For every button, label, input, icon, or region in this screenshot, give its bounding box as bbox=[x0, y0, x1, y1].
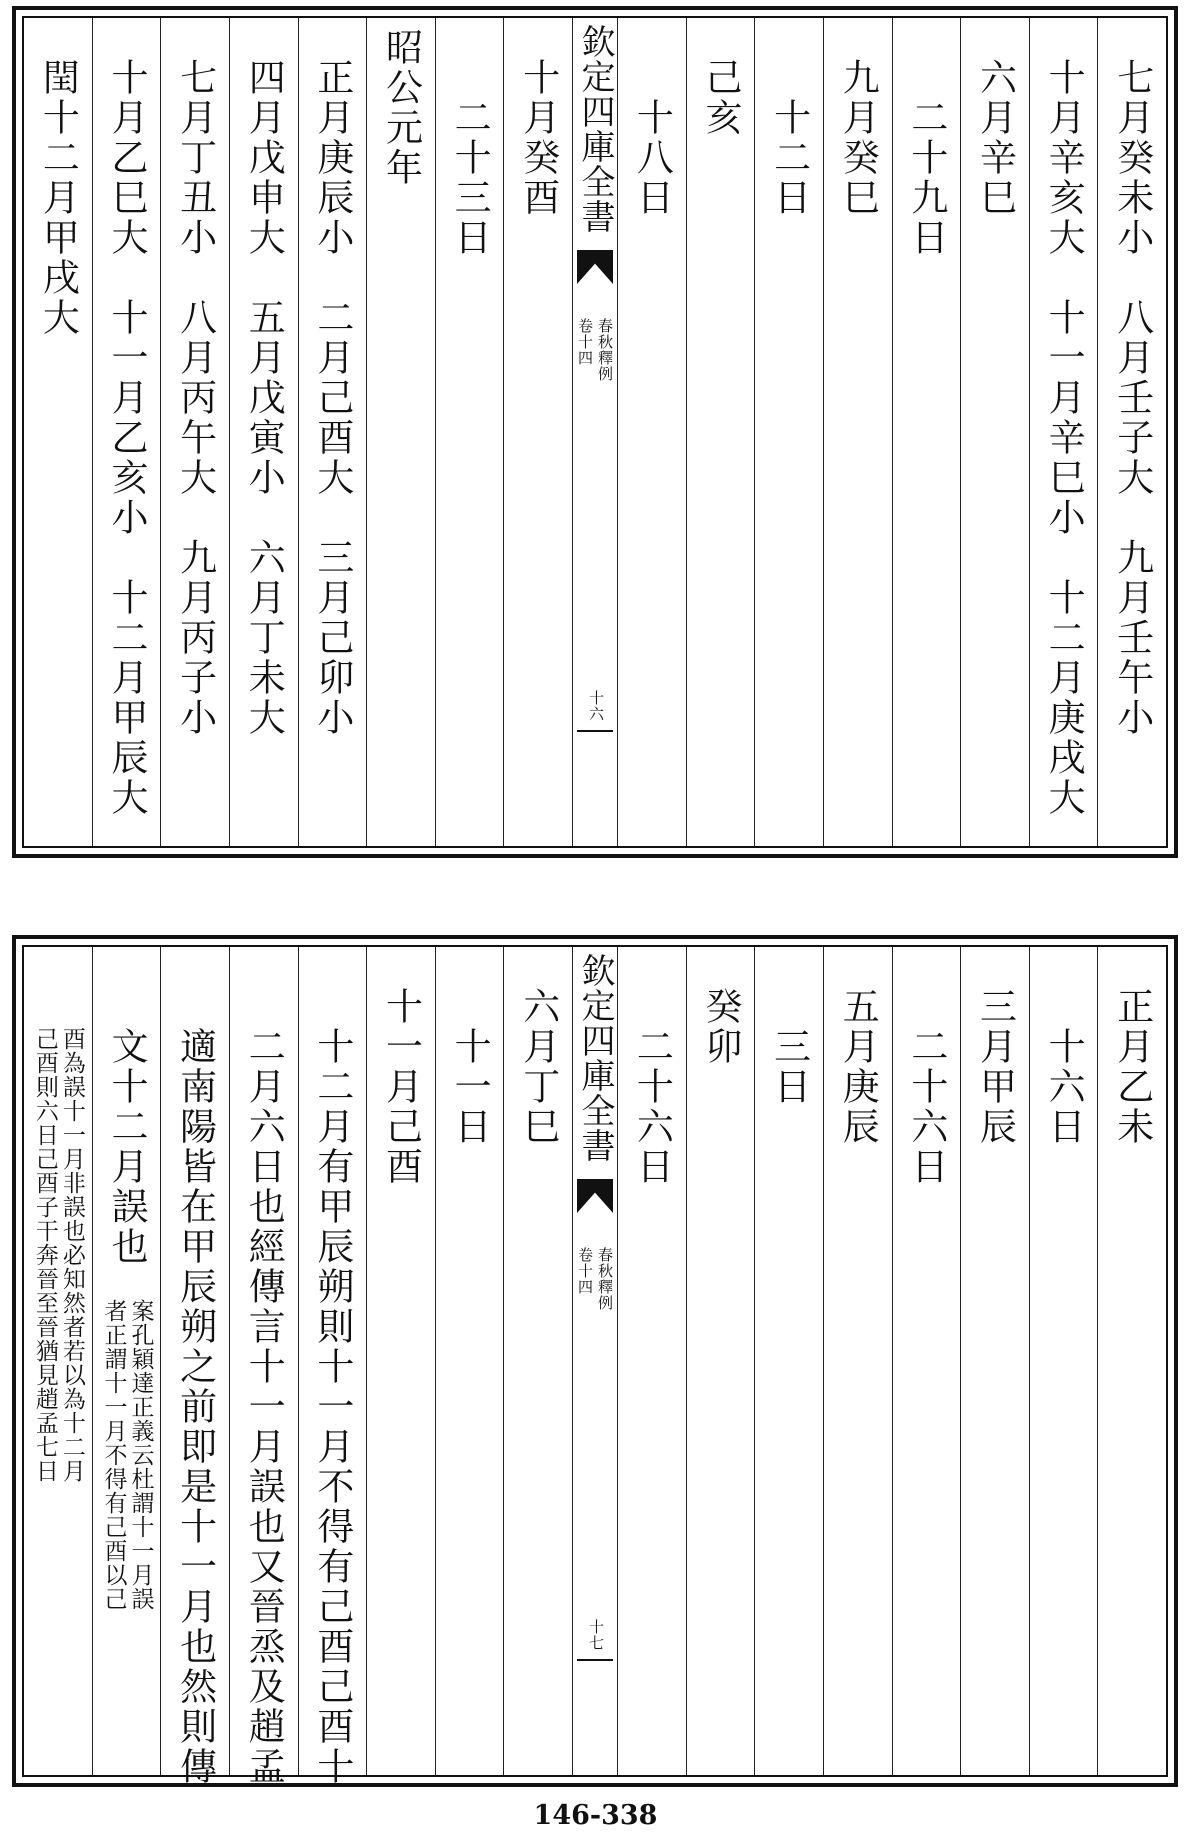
text-column bbox=[298, 947, 367, 1787]
commentary-note bbox=[93, 1299, 161, 1611]
text-column bbox=[435, 947, 504, 1775]
column-text: 五月庚辰 bbox=[836, 987, 880, 1147]
column-text: 二十六日 bbox=[904, 1027, 948, 1187]
column-text: 昭公元年 bbox=[379, 28, 423, 188]
text-column bbox=[823, 18, 892, 846]
volume-label: 卷十四 bbox=[576, 1247, 594, 1295]
column-text: 六月辛巳 bbox=[973, 58, 1017, 218]
text-column bbox=[960, 947, 1029, 1775]
volume-label: 卷十四 bbox=[576, 318, 594, 366]
column-text: 六月丁巳 bbox=[516, 987, 560, 1147]
column-text: 十八日 bbox=[630, 98, 674, 218]
text-column bbox=[160, 18, 229, 846]
column-text: 十六日 bbox=[1042, 1027, 1086, 1147]
column-text: 十月乙巳大 十一月乙亥小 十二月甲辰大 bbox=[104, 58, 148, 818]
column-text: 十一日 bbox=[448, 1027, 492, 1147]
text-column bbox=[160, 947, 229, 1787]
column-text: 九月癸巳 bbox=[836, 58, 880, 218]
text-column bbox=[754, 18, 823, 846]
note-line: 酉為誤十一月非誤也必知然者若以為十二月 bbox=[58, 1027, 85, 1483]
text-column bbox=[366, 18, 435, 846]
center-column bbox=[572, 947, 617, 1775]
text-column bbox=[435, 18, 504, 846]
column-text: 正月庚辰小 二月己酉大 三月己卯小 bbox=[310, 58, 354, 738]
column-text: 閏十二月甲戌大 bbox=[36, 58, 80, 338]
column-text: 十二日 bbox=[767, 98, 811, 218]
top-page-frame bbox=[22, 16, 1168, 848]
text-column bbox=[92, 18, 161, 846]
text-column bbox=[298, 18, 367, 846]
leaf-number: 十六 bbox=[587, 690, 605, 722]
top-page bbox=[12, 6, 1178, 858]
column-text: 四月戊申大 五月戊寅小 六月丁未大 bbox=[242, 58, 286, 738]
text-column bbox=[366, 947, 435, 1775]
text-column bbox=[229, 947, 298, 1787]
center-column bbox=[572, 18, 617, 846]
column-text: 二十六日 bbox=[630, 1027, 674, 1187]
column-text: 十月辛亥大 十一月辛巳小 十二月庚戌大 bbox=[1042, 58, 1086, 818]
text-column bbox=[1097, 947, 1166, 1775]
text-column bbox=[1029, 947, 1098, 1775]
leaf-number: 十七 bbox=[587, 1619, 605, 1651]
column-text: 十一月己酉 bbox=[379, 987, 423, 1187]
column-text: 十二月有甲辰朔則十一月不得有己酉己酉十 bbox=[310, 1027, 354, 1787]
column-text: 己亥 bbox=[698, 58, 742, 138]
text-column bbox=[24, 947, 92, 1775]
book-title: 春秋釋例 bbox=[596, 318, 614, 382]
column-text: 三月甲辰 bbox=[973, 987, 1017, 1147]
column-text: 癸卯 bbox=[698, 987, 742, 1067]
column-text: 二十三日 bbox=[448, 98, 492, 258]
column-text: 七月丁丑小 八月丙午大 九月丙子小 bbox=[173, 58, 217, 738]
note-line: 案孔穎達正義云杜謂十一月誤 bbox=[127, 1299, 154, 1611]
text-column bbox=[892, 18, 961, 846]
column-text: 適南陽皆在甲辰朔之前即是十一月也然則傳 bbox=[173, 1027, 217, 1787]
column-text: 正月乙未 bbox=[1110, 987, 1154, 1147]
note-line: 者正謂十一月不得有己酉以己 bbox=[100, 1299, 127, 1611]
text-column bbox=[92, 947, 161, 1775]
bottom-page bbox=[12, 935, 1178, 1787]
text-column bbox=[892, 947, 961, 1775]
column-text: 七月癸未小 八月壬子大 九月壬午小 bbox=[1110, 58, 1154, 738]
text-column bbox=[754, 947, 823, 1775]
text-column bbox=[1097, 18, 1166, 846]
fishtail-bottom-line bbox=[577, 1659, 613, 1661]
text-column bbox=[960, 18, 1029, 846]
column-text: 十月癸酉 bbox=[516, 58, 560, 218]
book-series-title: 欽定四庫全書 bbox=[575, 953, 615, 1163]
fishtail-bottom-line bbox=[577, 730, 613, 732]
text-column bbox=[503, 18, 572, 846]
text-column bbox=[229, 18, 298, 846]
fishtail-mark bbox=[577, 1179, 613, 1213]
text-column bbox=[24, 18, 92, 846]
column-text: 三日 bbox=[767, 1027, 811, 1107]
column-text: 文十二月誤也 bbox=[104, 1027, 148, 1267]
column-text: 二月六日也經傳言十一月誤也又晉烝及趙孟 bbox=[242, 1027, 286, 1787]
text-column bbox=[823, 947, 892, 1775]
book-series-title: 欽定四庫全書 bbox=[575, 24, 615, 234]
text-column bbox=[503, 947, 572, 1775]
column-text: 二十九日 bbox=[904, 98, 948, 258]
text-column bbox=[617, 947, 686, 1775]
bottom-page-frame bbox=[22, 945, 1168, 1787]
text-column bbox=[686, 947, 755, 1775]
text-column bbox=[1029, 18, 1098, 846]
fishtail-mark bbox=[577, 250, 613, 284]
page-number: 146-338 bbox=[533, 1800, 658, 1831]
book-title: 春秋釋例 bbox=[596, 1247, 614, 1311]
text-column bbox=[617, 18, 686, 846]
text-column bbox=[686, 18, 755, 846]
note-line: 己酉則六日己酉子干奔晉至晉猶見趙孟七日 bbox=[31, 1027, 58, 1483]
commentary-note bbox=[24, 1027, 92, 1483]
